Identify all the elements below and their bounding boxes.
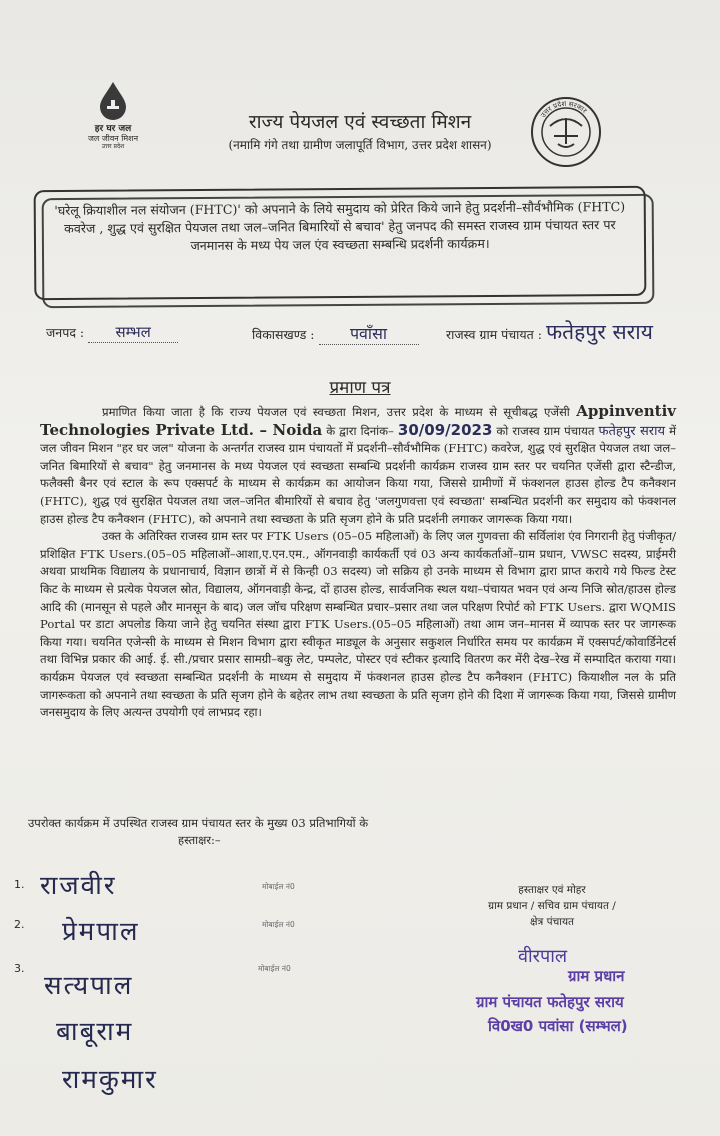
org-title: राज्य पेयजल एवं स्वच्छता मिशन bbox=[248, 111, 472, 133]
pradhan-signature: वीरपाल bbox=[518, 946, 568, 967]
block-field bbox=[252, 322, 419, 345]
p1-text-d: में जल जीवन मिशन "हर घर जल" योजना के अन्तर्गत राजस्व ग्राम पंचायतों में प्रदर्शनी–सौर्वभौमिक (FHTC) कवरेज, शुद्ध एवं सुरक्षित पेयजल तथा जल–जनित बिमारियों से बचाव" हेतु जनमानस के मध्य पेयजल एवं स्वच्छता सम्बन्धि प्रदर्शनी कार्यक्रम राजस्व ग्राम स्तर पर चयनित एजेंसी द्वारा स्टैन्डीज, फलैक्सी बैनर एवं स्टाल के रूप एक्सपर्ट के माध्यम से कार्यक्रम का आयोजन किया गया, जिससे ग्रामीणों में फंक्शनल हाउस होल्ड टैप कनैक्शन (FHTC), शुद्ध एवं सुरक्षित पेयजल तथा जल–जनित बीमारियों से बचाव हेतु 'जलगुणवत्ता एवं स्वच्छता' सम्बन्धित प्रदर्शनी कर समुदाय को फंक्शनल हाउस होल्ड टैप कनैक्शन (FHTC), को अपनाने तथा स्वच्छता के प्रति सृजग होने के प्रति प्रदर्शनी लगाकर जागरूक किया गया। bbox=[40, 423, 676, 526]
agency-name: Appinventiv Technologies Private Ltd. – Noida bbox=[40, 402, 677, 439]
programme-title: 'घरेलू क्रियाशील नल संयोजन (FHTC)' को अपनाने के लिये समुदाय को प्रेरित किये जाने हेतु प्रदर्शनी–सौर्वभौमिक (FHTC) कवरेज , शुद्ध एवं सुरक्षित पेयजल तथा जल–जनित बिमारियों से बचाव' हेतु जनपद की समस्त राजस्व ग्राम पंचायत स्तर पर जनमानस के मध्य पेय जल एंव स्वच्छता सम्बन्धि प्रदर्शनी कार्यक्रम। bbox=[54, 199, 626, 254]
signature-intro-label: हस्ताक्षर:– bbox=[178, 833, 221, 847]
stamp-role: ग्राम प्रधान bbox=[568, 967, 625, 985]
logo-line-1: हर घर जल bbox=[94, 124, 132, 134]
paragraph-1 bbox=[40, 403, 676, 528]
participant-3-number: 3. bbox=[14, 962, 25, 975]
signature-intro bbox=[28, 815, 468, 849]
seal-label-3: क्षेत्र पंचायत bbox=[529, 916, 575, 928]
certificate-body bbox=[40, 403, 676, 722]
village-label: राजस्व ग्राम पंचायत : bbox=[446, 327, 542, 342]
seal-text: उत्तर प्रदेश सरकार bbox=[539, 99, 589, 120]
p1-text-a: प्रमाणित किया जाता है कि राज्य पेयजल एवं स्वच्छता मिशन, उत्तर प्रदेश के माध्यम से सूचीबद्ध एजेंसी bbox=[102, 405, 570, 419]
extra-signature-1: बाबूराम bbox=[56, 1017, 134, 1047]
participant-1-mobile-label: मोबाईल नं0 bbox=[262, 882, 295, 891]
seal-label-2: ग्राम प्रधान / सचिव ग्राम पंचायत / bbox=[488, 900, 616, 912]
village-field bbox=[446, 318, 653, 346]
participant-1-signature: राजवीर bbox=[40, 871, 117, 901]
seal-block bbox=[462, 882, 642, 930]
district-field bbox=[46, 322, 178, 343]
block-label: विकासखण्ड : bbox=[252, 327, 315, 342]
participant-2-signature: प्रेमपाल bbox=[62, 917, 140, 947]
p1-text-b: के द्वारा दिनांक– bbox=[326, 423, 394, 438]
stamp-line-1: ग्राम पंचायत फतेहपुर सराय bbox=[476, 993, 624, 1011]
village-handwritten: फतेहपुर सराय bbox=[598, 423, 666, 439]
p1-text-c: को राजस्व ग्राम पंचायत bbox=[496, 423, 595, 438]
logo-line-2: जल जीवन मिशन bbox=[87, 134, 139, 143]
village-value: फतेहपुर सराय bbox=[545, 320, 653, 344]
up-government-seal-icon bbox=[530, 96, 602, 168]
district-label: जनपद : bbox=[46, 325, 85, 340]
programme-title-box bbox=[34, 186, 647, 300]
participant-3-signature: सत्यपाल bbox=[44, 971, 134, 1001]
certificate-heading: प्रमाण पत्र bbox=[329, 378, 391, 398]
org-subtitle: (नमामि गंगे तथा ग्रामीण जलापूर्ति विभाग, उत्तर प्रदेश शासन) bbox=[228, 138, 492, 152]
stamp-line-2: वि0ख0 पवांसा (सम्भल) bbox=[488, 1017, 628, 1035]
paragraph-2: उक्त के अतिरिक्त राजस्व ग्राम स्तर पर FTK Users (05–05 महिलाओं) के लिए जल गुणवत्ता की सर्विलांश एंव निगरानी हेतु पंजीकृत/प्रशिक्षित FTK Users.(05–05 महिलाओं–आशा,ए.एन.एम., ऑगनवाड़ी कार्यकर्ती एवं 03 अन्य कार्यकर्ताओं–ग्राम प्रधान, VWSC सदस्य, प्राईमरी अथवा प्राथमिक विद्यालय के प्रधानाचार्य, विज्ञान छात्रों में से किन्ही 03 सदस्य) जो सक्रिय हो उनके माध्यम से विभाग द्वारा प्राप्त कराये गये फिल्ड टेस्ट किट के माध्यम से प्रत्येक पेयजल स्रोत, विद्यालय, ऑगनवाड़ी केन्द्र, दों हाउस होल्ड, सार्वजनिक स्थल यथा–पंचायत भवन एवं अन्य निजि स्रोत/हाउस होल्ड आदि की (मानसून से पहले और मानसून के बाद) जल जॉच परिक्षण सम्बन्धित प्रचार–प्रसार तथा जल परिक्षण रिपोर्ट को FTK Users. द्वारा WQMIS Portal पर डाटा अपलोड किया जाने हेतु चयनित संस्था द्वारा FTK Users.(05–05 महिलाओं) तथा आम जन–मानस में व्यापक स्तर पर जागरूक किया गया। चयनित एजेन्सी के माध्यम से मिशन विभाग द्वारा स्वीकृत माड्यूल के अनुसार सकुशल निर्धारित समय पर कार्यक्रम में एक्सपर्ट/कोवार्डिनेटर्स तथा विभिन्न प्रकार की आई. ई. सी./प्रचार प्रसार सामग्री–बकु लेट, पम्पलेट, पोस्टर एवं स्टीकर इत्यादि वितरण कर मेंरी देख–रेख में सम्पादित कराया गया। कार्यक्रम पेयजल एवं स्वच्छता सम्बन्धित प्रदर्शनी के माध्यम से समुदाय में फंक्शनल हाउस होल्ड टैप कनैक्शन (FHTC) कियाशील नल के प्रति जागरूकता को अपनाने तथा स्वच्छता के प्रति सृजग होने के बहेतर लाभ तथा स्वच्छता के प्रति सृजग होने की दिशा में जागरूक किया गया, जिससे ग्रामीण जनसमुदाय के लिए अत्यन्त उपयोगी एवं लाभप्रद रहा। bbox=[40, 529, 676, 720]
participant-3-mobile-label: मोबाईल नं0 bbox=[258, 964, 291, 973]
programme-date: 30/09/2023 bbox=[397, 420, 493, 439]
participant-2-mobile-label: मोबाईल नं0 bbox=[262, 920, 295, 929]
participant-2-number: 2. bbox=[14, 918, 25, 931]
participant-1-number: 1. bbox=[14, 878, 25, 891]
extra-signature-2: रामकुमार bbox=[62, 1065, 158, 1095]
district-value: सम्भल bbox=[88, 322, 178, 343]
logo-line-3: उत्तर प्रदेश bbox=[101, 143, 125, 150]
block-value: पवाँसा bbox=[319, 322, 419, 345]
signature-intro-line: उपरोक्त कार्यक्रम में उपस्थित राजस्व ग्राम पंचायत स्तर के मुख्य 03 प्रतिभागियों के bbox=[28, 816, 369, 830]
seal-label-1: हस्ताक्षर एवं मोहर bbox=[518, 884, 586, 896]
